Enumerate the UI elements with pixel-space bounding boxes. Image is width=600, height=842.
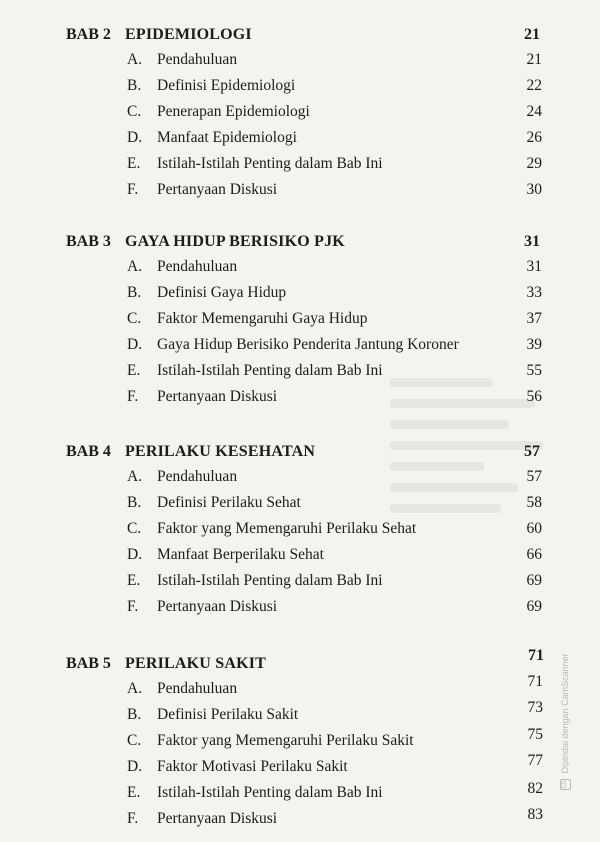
chapter-page-number: 31 [524, 233, 540, 250]
toc-item[interactable] [0, 752, 600, 779]
item-page-number: 39 [526, 336, 542, 353]
item-page-number: 73 [527, 699, 543, 716]
toc-item[interactable] [0, 48, 600, 72]
chapter-number: BAB 3 [66, 233, 111, 250]
item-page-number: 66 [526, 546, 542, 563]
item-page-number: 69 [526, 598, 542, 615]
item-letter: C. [127, 103, 142, 120]
item-title: Istilah-Istilah Penting dalam Bab Ini [157, 155, 383, 172]
item-title: Manfaat Berperilaku Sehat [157, 546, 324, 563]
toc-item[interactable] [0, 569, 600, 593]
item-title: Definisi Perilaku Sehat [157, 494, 301, 511]
item-title: Penerapan Epidemiologi [157, 103, 310, 120]
item-letter: A. [127, 680, 143, 697]
item-letter: F. [127, 181, 139, 198]
toc-item[interactable] [0, 126, 600, 150]
item-page-number: 77 [527, 752, 543, 769]
item-title: Pertanyaan Diskusi [157, 810, 278, 827]
item-letter: D. [127, 336, 143, 353]
chapter-title: EPIDEMIOLOGI [125, 26, 252, 43]
chapter-title: PERILAKU KESEHATAN [125, 443, 316, 460]
chapter-title: GAYA HIDUP BERISIKO PJK [125, 233, 345, 250]
item-page-number: 33 [526, 284, 542, 301]
item-page-number: 82 [527, 780, 543, 797]
item-title: Faktor Memengaruhi Gaya Hidup [157, 310, 368, 327]
item-page-number: 69 [526, 572, 542, 589]
toc-item[interactable] [0, 307, 600, 331]
item-title: Pendahuluan [157, 680, 238, 697]
item-letter: D. [127, 546, 143, 563]
item-letter: E. [127, 155, 141, 172]
camscanner-icon: CS [560, 779, 571, 790]
item-letter: F. [127, 598, 139, 615]
item-title: Istilah-Istilah Penting dalam Bab Ini [157, 572, 383, 589]
item-page-number: 26 [526, 129, 542, 146]
chapter-number: BAB 2 [66, 26, 111, 43]
chapter-title: PERILAKU SAKIT [125, 655, 267, 672]
item-page-number: 58 [526, 494, 542, 511]
chapter-heading[interactable] [0, 23, 600, 47]
toc-item[interactable] [0, 385, 600, 409]
toc-item[interactable] [0, 543, 600, 567]
toc-item[interactable] [0, 333, 600, 357]
toc-item[interactable] [0, 281, 600, 305]
toc-item[interactable] [0, 781, 600, 805]
item-title: Istilah-Istilah Penting dalam Bab Ini [157, 362, 383, 379]
chapter-heading[interactable] [0, 440, 600, 464]
item-letter: B. [127, 284, 142, 301]
item-page-number: 37 [526, 310, 542, 327]
item-title: Pendahuluan [157, 258, 238, 275]
item-page-number: 22 [526, 77, 542, 94]
item-letter: C. [127, 520, 142, 537]
item-letter: A. [127, 258, 143, 275]
item-title: Gaya Hidup Berisiko Penderita Jantung Koroner [157, 336, 459, 353]
toc-item[interactable] [0, 359, 600, 383]
item-letter: D. [127, 129, 143, 146]
item-letter: E. [127, 572, 141, 589]
toc-item[interactable] [0, 699, 600, 727]
item-title: Istilah-Istilah Penting dalam Bab Ini [157, 784, 383, 801]
item-page-number: 71 [527, 673, 543, 690]
toc-item[interactable] [0, 152, 600, 176]
item-title: Faktor yang Memengaruhi Perilaku Sehat [157, 520, 417, 537]
chapter-heading[interactable] [0, 230, 600, 254]
toc-item[interactable] [0, 807, 600, 831]
item-page-number: 60 [526, 520, 542, 537]
item-letter: F. [127, 810, 139, 827]
item-letter: E. [127, 784, 141, 801]
item-page-number: 30 [526, 181, 542, 198]
toc-item[interactable] [0, 465, 600, 489]
toc-item[interactable] [0, 178, 600, 202]
toc-item[interactable] [0, 595, 600, 619]
item-title: Pertanyaan Diskusi [157, 598, 278, 615]
item-letter: E. [127, 362, 141, 379]
item-page-number: 31 [526, 258, 542, 275]
item-letter: C. [127, 732, 142, 749]
toc-item[interactable] [0, 255, 600, 279]
item-title: Faktor Motivasi Perilaku Sakit [157, 758, 348, 775]
item-title: Pendahuluan [157, 468, 238, 485]
toc-item[interactable] [0, 74, 600, 98]
item-page-number: 75 [527, 726, 543, 743]
watermark-text: Dipindai dengan CamScanner [560, 653, 570, 774]
chapter-heading[interactable] [0, 647, 600, 676]
item-letter: D. [127, 758, 143, 775]
item-page-number: 21 [526, 51, 542, 68]
item-page-number: 56 [526, 388, 542, 405]
item-page-number: 29 [526, 155, 542, 172]
item-title: Pertanyaan Diskusi [157, 181, 278, 198]
item-page-number: 83 [527, 806, 543, 823]
toc-item[interactable] [0, 517, 600, 541]
chapter-page-number: 57 [524, 443, 540, 460]
item-letter: C. [127, 310, 142, 327]
toc-item[interactable] [0, 491, 600, 515]
item-title: Definisi Perilaku Sakit [157, 706, 299, 723]
item-letter: B. [127, 494, 142, 511]
item-letter: A. [127, 51, 143, 68]
item-title: Manfaat Epidemiologi [157, 129, 297, 146]
toc-item[interactable] [0, 726, 600, 753]
item-letter: B. [127, 77, 142, 94]
camscanner-watermark [560, 590, 574, 790]
chapter-number: BAB 5 [66, 655, 111, 672]
item-title: Pendahuluan [157, 51, 238, 68]
chapter-page-number: 71 [528, 647, 544, 664]
item-title: Definisi Epidemiologi [157, 77, 296, 94]
chapter-page-number: 21 [524, 26, 540, 43]
item-letter: F. [127, 388, 139, 405]
item-page-number: 24 [526, 103, 542, 120]
item-page-number: 55 [526, 362, 542, 379]
item-letter: A. [127, 468, 143, 485]
item-letter: B. [127, 706, 142, 723]
item-title: Definisi Gaya Hidup [157, 284, 287, 301]
toc-item[interactable] [0, 673, 600, 701]
item-title: Faktor yang Memengaruhi Perilaku Sakit [157, 732, 414, 749]
chapter-number: BAB 4 [66, 443, 111, 460]
item-page-number: 57 [526, 468, 542, 485]
item-title: Pertanyaan Diskusi [157, 388, 278, 405]
toc-item[interactable] [0, 100, 600, 124]
